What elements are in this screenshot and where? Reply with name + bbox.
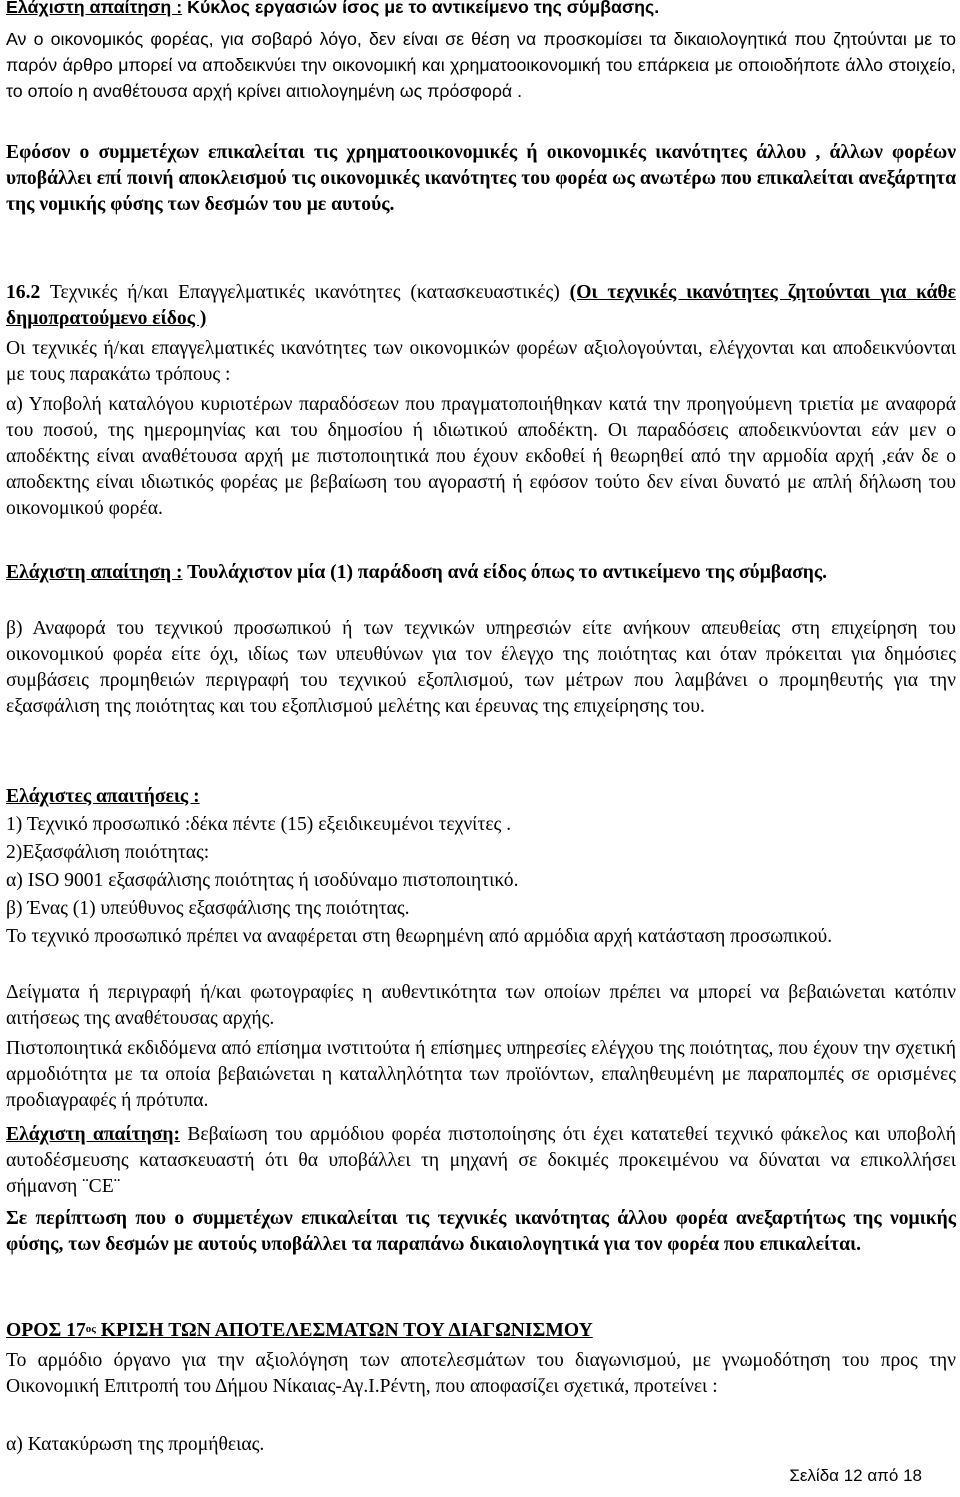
section-number: 16.2 <box>6 282 41 303</box>
requirement-line-2: 2)Εξασφάλιση ποιότητας: <box>6 842 210 863</box>
staff-list-paragraph: Το τεχνικό προσωπικό πρέπει να αναφέρεται στη θεωρημένη από αρμόδια αρχή κατάσταση προσωπικού. <box>6 926 833 947</box>
samples-paragraph: Δείγματα ή περιγραφή ή/και φωτογραφίες η αυθεντικότητα των οποίων πρέπει να μπορεί να βεβαιώνεται κατόπιν αιτήσεως της αναθέτουσας αρχής. <box>6 982 956 1029</box>
min-requirement-text: Κύκλος εργασιών ίσος με το αντικείμενο της σύμβασης. <box>182 0 660 17</box>
min-requirement-label: Ελάχιστη απαίτηση: <box>6 1124 181 1145</box>
min-requirement-label: Ελάχιστη απαίτηση : <box>6 562 183 583</box>
requirement-line-4: β) Ένας (1) υπεύθυνος εξασφάλισης της ποιότητας. <box>6 898 410 919</box>
certificates-paragraph: Πιστοποιητικά εκδιδόμενα από επίσημα ινστιτούτα ή επίσημες υπηρεσίες ελέγχου της ποιότητας, που έχουν την σχετική αρμοδιότητα με τα οποία βεβαιώνεται η καταλληλότητα των προϊόντων, επαληθευμένη με παραπομπές σε ορισμένες προδιαγραφές ή πρότυπα. <box>6 1038 956 1111</box>
section-intro: Οι τεχνικές ή/και επαγγελματικές ικανότητες των οικονομικών φορέων αξιολογούνται, ελέγχονται και αποδεικνύονται με τους παρακάτω τρόπους : <box>6 338 956 385</box>
min-requirement-text: Βεβαίωση του αρμόδιου φορέα πιστοποίησης ότι έχει κατατεθεί τεχνικό φάκελος και υποβολή αυτοδέσμευσης κατασκευαστή ότι θα υποβάλλει τη μηχανή σε δοκιμές προκειμένου να δύναται να επικολλήσει σήμανση ¨CE¨ <box>6 1124 956 1197</box>
requirement-line-3: α) ISO 9001 εξασφάλισης ποιότητας ή ισοδύναμο πιστοποιητικό. <box>6 870 519 891</box>
min-requirement-delivery <box>6 560 956 586</box>
min-requirement-label: Ελάχιστη απαίτηση : <box>6 0 183 17</box>
article-17-paragraph: Το αρμόδιο όργανο για την αξιολόγηση των αποτελεσμάτων του διαγωνισμού, με γνωμοδότηση του προς την Οικονομική Επιτροπή του Δήμου Νίκαιας-Αγ.Ι.Ρέντη, που αποφασίζει σχετικά, προτείνει : <box>6 1350 956 1397</box>
article-17-heading <box>6 1318 956 1344</box>
article-17-item-a: α) Κατακύρωση της προμήθειας. <box>6 1434 265 1455</box>
third-party-technical-paragraph: Σε περίπτωση που ο συμμετέχων επικαλείται τις τεχνικές ικανότητας άλλου φορέα ανεξαρτήτως της νομικής φύσης, των δεσμών με αυτούς υποβάλλει τα παραπάνω δικαιολογητικά για τον φορέα που επικαλείται. <box>6 1208 956 1255</box>
page-number: Σελίδα 12 από 18 <box>789 1466 922 1485</box>
min-requirement-certification <box>6 1122 956 1200</box>
min-requirement-text: Τουλάχιστον μία (1) παράδοση ανά είδος όπως το αντικείμενο της σύμβασης. <box>182 562 828 583</box>
min-requirement-turnover <box>6 0 956 20</box>
min-requirements-heading: Ελάχιστες απαιτήσεις : <box>6 786 200 807</box>
section-title: Τεχνικές ή/και Επαγγελματικές ικανότητες (κατασκευαστικές) <box>40 282 570 303</box>
heading-superscript: ος <box>85 1323 96 1335</box>
item-a-deliveries: α) Υποβολή καταλόγου κυριοτέρων παραδόσεων που πραγματοποιήθηκαν κατά την προηγούμενη τριετία με αναφορά του ποσού, της ημερομηνίας και του δημοσίου ή ιδιωτικού αποδέκτη. Οι παραδόσεις αποδεικνύονται εάν μεν ο αποδέκτης είναι αναθέτουσα αρχή με πιστοποιητικά που έχουν εκδοθεί ή θεωρηθεί από την αρμοδία αρχή ,εάν δε ο αποδεκτης είναι ιδιωτικός φορέας με βεβαίωση του αγοραστή ή εφόσον τούτο δεν είναι δυνατό με απλή δήλωση του οικονομικού φορέα. <box>6 394 956 519</box>
section-16-2-heading <box>6 280 956 332</box>
alternative-proof-paragraph: Αν ο οικονομικός φορέας, για σοβαρό λόγο, δεν είναι σε θέση να προσκομίσει τα δικαιολογητικά που ζητούνται με το παρόν άρθρο μπορεί να αποδεικνύει την οικονομική και χρηματοοικονομική του επάρκεια με οποιοδήποτε άλλο στοιχείο, το οποίο η αναθέτουσα αρχή κρίνει αιτιολογημένη ως πρόσφορά . <box>6 29 956 101</box>
item-b-technical-staff: β) Αναφορά του τεχνικού προσωπικού ή των τεχνικών υπηρεσιών είτε ανήκουν απευθείας στη επιχείρηση του οικονομικού φορέα είτε όχι, ιδίως των υπευθύνων για τον έλεγχο της ποιότητας και όταν πρόκειται για δημόσιες συμβάσεις προμηθειών περιγραφή του τεχνικού εξοπλισμού, των μέτρων που λαμβάνει ο προμηθευτής για την εξασφάλιση της ποιότητας και του εξοπλισμού μελέτης και έρευνας της επιχείρησης του. <box>6 618 956 717</box>
section-subtitle: (Οι τεχνικές ικανότητες ζητούνται για κάθε δημοπρατούμενο είδος ) <box>6 282 957 329</box>
heading-text: ΟΡΟΣ 17 <box>6 1320 86 1341</box>
heading-text: ΚΡΙΣΗ ΤΩΝ ΑΠΟΤΕΛΕΣΜΑΤΩΝ ΤΟΥ ΔΙΑΓΩΝΙΣΜΟΥ <box>95 1320 593 1341</box>
third-party-financial-paragraph: Εφόσον ο συμμετέχων επικαλείται τις χρηματοοικονομικές ή οικονομικές ικανότητες άλλου , άλλων φορέων υποβάλλει επί ποινή αποκλεισμού τις οικονομικές ικανότητες του φορέα ως ανωτέρω που επικαλείται ανεξάρτητα της νομικής φύσης των δεσμών του με αυτούς. <box>6 142 956 215</box>
requirement-line-1: 1) Τεχνικό προσωπικό :δέκα πέντε (15) εξειδικευμένοι τεχνίτες . <box>6 814 512 835</box>
